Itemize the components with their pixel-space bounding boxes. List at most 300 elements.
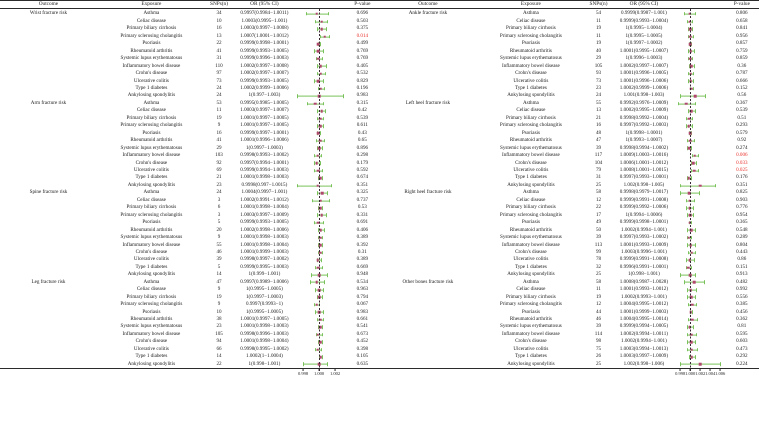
snps-count: 31	[216, 55, 222, 62]
forest-row-plot	[297, 100, 345, 107]
ci-lower-cap	[687, 229, 688, 233]
exposure-label: Ankylosing spondylitis	[127, 181, 176, 188]
ci-upper-cap	[698, 154, 699, 158]
table-row	[0, 197, 380, 204]
ci-lower-cap	[680, 273, 681, 277]
ci-upper-cap	[693, 325, 694, 329]
or-ci-value: 1.0002(0.9994−1.001)	[621, 226, 667, 233]
table-row	[380, 137, 759, 144]
snps-count: 19	[216, 114, 222, 121]
snps-count: 13	[216, 32, 222, 39]
or-ci-value: 1.0002(0.9999−1.0006)	[619, 84, 669, 91]
or-ci-value: 1.0003(0.9997−1.0009)	[619, 353, 669, 360]
pvalue: 0.825	[736, 189, 748, 196]
forest-row-plot	[297, 242, 345, 249]
exposure-label: Rheumatoid arthritis	[130, 47, 173, 54]
table-row	[380, 100, 759, 107]
exposure-label: Systemic lupus erythematosus	[500, 144, 562, 151]
pvalue: 0.293	[736, 122, 748, 129]
pvalue: 0.456	[736, 308, 748, 315]
forest-row-plot	[297, 189, 345, 196]
forest-row-plot	[297, 212, 345, 219]
exposure-label: Type 1 diabetes	[135, 263, 168, 270]
axis-tick-label: 1.006	[715, 371, 726, 377]
ci-upper-cap	[695, 12, 696, 16]
pvalue: 0.983	[356, 308, 369, 315]
ci-upper-cap	[322, 296, 323, 300]
table-row	[0, 227, 380, 234]
outcome-blank	[380, 286, 477, 293]
forest-row-plot	[676, 242, 724, 249]
ci-lower-cap	[686, 199, 687, 203]
forest-row-plot	[676, 264, 724, 271]
outcome-blank	[0, 18, 97, 25]
snps-count: 73	[216, 77, 222, 84]
outcome-blank	[0, 301, 97, 308]
or-ci-value: 1.0001(0.9998−1.0004)	[240, 204, 289, 211]
forest-row-plot	[297, 130, 345, 137]
or-ci-value: 0.9998(0.9979−1.0017)	[619, 189, 669, 196]
outcome-group-label: Right heel fracture risk	[404, 189, 452, 196]
table-row	[380, 346, 759, 353]
pvalue: 0.31	[357, 248, 367, 255]
outcome-blank	[0, 353, 97, 360]
or-ci-value: 0.9999(0.9993−1.0004)	[619, 17, 669, 24]
snps-count: 20	[216, 226, 222, 233]
or-ci-value: 1.0001(0.9998−1.0003)	[240, 174, 289, 181]
snps-count: 104	[594, 159, 603, 166]
effect-estimate-point	[315, 281, 318, 284]
forest-row-plot	[297, 174, 345, 181]
exposure-label: Asthma	[522, 189, 539, 196]
exposure-label: Asthma	[522, 278, 539, 285]
or-ci-value: 1.0001(0.9996−1.0006)	[619, 77, 669, 84]
outcome-blank	[380, 160, 477, 167]
or-ci-value: 1.0002(0.9994−1.001)	[621, 338, 667, 345]
forest-row-plot	[676, 338, 724, 345]
exposure-label: Primary biliary cirrhosis	[505, 293, 556, 300]
outcome-group-label: Spine fracture risk	[29, 189, 68, 196]
effect-estimate-point	[687, 266, 690, 269]
forest-row-plot	[676, 92, 724, 99]
ci-lower-cap	[314, 221, 315, 225]
pvalue-significant: 0.014	[356, 32, 369, 39]
snps-count: 14	[216, 271, 222, 278]
table-row	[380, 361, 759, 368]
outcome-blank	[0, 286, 97, 293]
ci-lower-cap	[320, 35, 321, 39]
exposure-label: Systemic lupus erythematosus	[500, 234, 562, 241]
pvalue: 0.595	[736, 330, 748, 337]
pvalue: 0.913	[736, 271, 748, 278]
pvalue: 0.541	[356, 323, 369, 330]
pvalue: 0.548	[736, 226, 748, 233]
pvalue: 0.666	[736, 77, 748, 84]
ci-upper-cap	[324, 139, 325, 143]
forest-row-plot	[676, 167, 724, 174]
outcome-blank	[0, 316, 97, 323]
forest-row-plot	[676, 189, 724, 196]
ci-lower-cap	[317, 117, 318, 121]
forest-row-plot	[676, 346, 724, 353]
outcome-blank	[380, 85, 477, 92]
outcome-blank	[380, 249, 477, 256]
forest-row-plot	[676, 212, 724, 219]
ci-upper-cap	[327, 191, 328, 195]
outcome-group-label: Wrist fracture risk	[29, 10, 68, 17]
ci-upper-cap	[693, 79, 694, 83]
snps-count: 19	[595, 40, 602, 47]
table-row	[0, 107, 380, 114]
ci-upper-cap	[322, 176, 323, 180]
forest-row-plot	[297, 160, 345, 167]
or-ci-value: 0.9998(0.997−1.0015)	[241, 181, 288, 188]
ci-upper-cap	[692, 117, 693, 121]
ci-upper-cap	[693, 87, 694, 91]
outcome-blank	[380, 323, 477, 330]
outcome-blank	[0, 55, 97, 62]
pvalue-significant: 0.033	[736, 159, 748, 166]
snps-count: 16	[595, 122, 602, 129]
snps-count: 105	[594, 62, 603, 69]
ci-lower-cap	[686, 117, 687, 121]
or-ci-value: 1(0.9995−1.0005)	[625, 32, 663, 39]
table-row	[380, 92, 759, 99]
exposure-label: Ankylosing spondylitis	[507, 92, 555, 99]
or-ci-value: 1.0001(0.9995−1.0007)	[619, 47, 669, 54]
snps-count: 6	[217, 204, 221, 211]
snps-count: 3	[217, 196, 221, 203]
confidence-interval-line	[680, 275, 695, 276]
pvalue: 0.43	[357, 129, 367, 136]
exposure-label: Asthma	[522, 99, 539, 106]
pvalue: 0.105	[356, 353, 369, 360]
right-table-body	[380, 9, 759, 368]
exposure-label: Crohn's disease	[515, 70, 547, 77]
snps-count: 39	[216, 256, 222, 263]
ci-upper-cap	[694, 50, 695, 54]
exposure-label: Rheumatoid arthritis	[130, 226, 173, 233]
outcome-blank	[0, 167, 97, 174]
snps-count: 19	[216, 293, 222, 300]
exposure-label: Systemic lupus erythematosus	[500, 323, 562, 330]
exposure-label: Crohn's disease	[515, 248, 547, 255]
exposure-label: Ankylosing spondylitis	[507, 360, 555, 367]
or-ci-value: 1.0002(0.9994−1.0011)	[619, 330, 668, 337]
confidence-interval-line	[680, 185, 715, 186]
ci-upper-cap	[695, 251, 696, 255]
exposure-label: Asthma	[143, 189, 160, 196]
outcome-blank	[0, 137, 97, 144]
snps-count: 11	[216, 107, 222, 114]
snps-count: 94	[216, 338, 222, 345]
table-row	[380, 338, 759, 345]
outcome-blank	[0, 212, 97, 219]
outcome-blank	[380, 212, 477, 219]
exposure-label: Psoriasis	[521, 308, 540, 315]
table-row	[380, 353, 759, 360]
ci-upper-cap	[323, 318, 324, 322]
ci-upper-cap	[329, 35, 330, 39]
ci-lower-cap	[317, 27, 318, 31]
or-ci-value: 0.9999(0.9998−1.0001)	[619, 219, 669, 226]
snps-count: 39	[595, 144, 602, 151]
ci-lower-cap	[315, 266, 316, 270]
header-row	[0, 1, 380, 9]
ci-upper-cap	[329, 199, 330, 203]
exposure-label: Type 1 diabetes	[135, 84, 168, 91]
exposure-label: Celiac disease	[136, 286, 166, 293]
forest-row-plot	[676, 271, 724, 278]
or-ci-value: 1.0002(0.9998−1.0006)	[240, 226, 289, 233]
pvalue: 0.804	[736, 241, 748, 248]
ci-upper-cap	[693, 206, 694, 210]
forest-row-plot	[297, 309, 345, 316]
table-row	[0, 309, 380, 316]
exposure-label: Asthma	[522, 10, 539, 17]
ci-lower-cap	[688, 50, 689, 54]
pvalue: 0.274	[736, 144, 748, 151]
outcome-blank	[380, 63, 477, 70]
outcome-blank	[0, 160, 97, 167]
snps-count: 5	[217, 263, 221, 270]
outcome-blank	[0, 78, 97, 85]
or-ci-value: 1.002(0.998−1.006)	[623, 360, 665, 367]
forest-row-plot	[676, 182, 724, 189]
ci-upper-cap	[694, 258, 695, 262]
outcome-blank	[0, 92, 97, 99]
outcome-blank	[380, 130, 477, 137]
outcome-blank	[0, 309, 97, 316]
snps-count: 50	[595, 226, 602, 233]
table-row	[0, 279, 380, 286]
forest-row-plot	[297, 70, 345, 77]
or-ci-value: 1.0002(0.9997−1.0008)	[240, 62, 289, 69]
forest-row-plot	[676, 331, 724, 338]
exposure-label: Rheumatoid arthritis	[509, 316, 552, 323]
pvalue: 0.398	[356, 345, 369, 352]
pvalue: 0.534	[356, 278, 369, 285]
pvalue: 0.42	[357, 107, 367, 114]
forest-row-plot	[297, 167, 345, 174]
forest-row-plot	[297, 18, 345, 25]
ci-upper-cap	[695, 243, 696, 247]
ci-upper-cap	[322, 57, 323, 61]
snps-count: 69	[216, 166, 222, 173]
exposure-label: Systemic lupus erythematosus	[120, 323, 183, 330]
exposure-label: Psoriasis	[142, 308, 161, 315]
exposure-label: Type 1 diabetes	[514, 263, 547, 270]
forest-row-plot	[676, 353, 724, 360]
ci-lower-cap	[317, 109, 318, 113]
exposure-label: Primary sclerosing cholangitis	[120, 211, 183, 218]
ci-lower-cap	[688, 318, 689, 322]
snps-count: 34	[216, 10, 222, 17]
forest-row-plot	[297, 323, 345, 330]
table-row	[380, 219, 759, 226]
or-ci-value: 1.0003(0.9995−1.001)	[241, 17, 288, 24]
pvalue-significant: 0.006	[736, 152, 748, 159]
ci-upper-cap	[693, 214, 694, 218]
outcome-group-label: Other bones fracture risk	[402, 278, 454, 285]
ci-upper-cap	[323, 102, 324, 106]
outcome-blank	[380, 92, 477, 99]
exposure-label: Primary sclerosing cholangitis	[499, 301, 562, 308]
snps-count: 105	[215, 330, 223, 337]
table-row	[380, 40, 759, 47]
ci-upper-cap	[323, 221, 324, 225]
snps-count: 114	[594, 330, 603, 337]
forest-row-plot	[297, 197, 345, 204]
table-row	[0, 361, 380, 368]
table-row	[0, 331, 380, 338]
ci-upper-cap	[324, 229, 325, 233]
exposure-label: Primary biliary cirrhosis	[126, 204, 177, 211]
outcome-blank	[0, 152, 97, 159]
outcome-blank	[380, 361, 477, 368]
exposure-label: Celiac disease	[516, 286, 546, 293]
col-header-outcome: Outcome	[380, 1, 477, 9]
or-ci-value: 1.0004(0.9995−1.0014)	[619, 316, 669, 323]
or-ci-value: 1(0.9996−1.0003)	[625, 55, 663, 62]
or-ci-value: 1.0002(0.9999−1.0006)	[240, 84, 289, 91]
forest-row-plot	[676, 152, 724, 159]
snps-count: 110	[215, 62, 223, 69]
col-header-plot	[676, 1, 724, 9]
or-ci-value: 1(0.9995−1.0004)	[625, 25, 663, 32]
forest-row-plot	[297, 48, 345, 55]
ci-upper-cap	[693, 72, 694, 76]
pvalue: 0.196	[356, 84, 369, 91]
outcome-blank	[0, 115, 97, 122]
snps-count: 93	[595, 70, 602, 77]
or-ci-value: 1.0001(0.9993−1.0009)	[619, 241, 669, 248]
exposure-label: Psoriasis	[521, 219, 540, 226]
snps-count: 55	[595, 99, 602, 106]
table-row	[380, 174, 759, 181]
or-ci-value: 0.9997(0.9994−1.0001)	[240, 159, 289, 166]
snps-count: 29	[595, 55, 602, 62]
ci-upper-cap	[320, 42, 321, 46]
left-table-body	[0, 9, 380, 368]
forest-row-plot	[297, 107, 345, 114]
pvalue: 0.963	[356, 286, 369, 293]
outcome-blank	[380, 204, 477, 211]
ci-lower-cap	[311, 273, 312, 277]
exposure-label: Systemic lupus erythematosus	[120, 144, 183, 151]
ci-lower-cap	[307, 102, 308, 106]
snps-count: 24	[216, 92, 222, 99]
snps-count: 23	[216, 181, 222, 188]
forest-row-plot	[297, 301, 345, 308]
pvalue: 0.787	[736, 70, 748, 77]
pvalue: 0.948	[356, 271, 369, 278]
ci-lower-cap	[303, 363, 304, 367]
or-ci-value: 1(0.9997−1.0003)	[246, 144, 283, 151]
ci-lower-cap	[312, 199, 313, 203]
effect-estimate-point	[693, 169, 696, 172]
col-header-or: OR (95% CI)	[612, 1, 677, 9]
table-row	[0, 152, 380, 159]
forest-row-plot	[676, 286, 724, 293]
outcome-blank	[380, 70, 477, 77]
table-row	[380, 197, 759, 204]
or-ci-value: 1.0003(0.9997−1.0007)	[240, 107, 289, 114]
col-header-exposure: Exposure	[97, 1, 206, 9]
header-row	[380, 1, 759, 9]
or-ci-value: 1.0001(0.9993−1.0012)	[619, 286, 669, 293]
table-row	[0, 174, 380, 181]
outcome-blank	[0, 85, 97, 92]
outcome-blank	[380, 301, 477, 308]
exposure-label: Crohn's disease	[135, 248, 168, 255]
outcome-blank	[0, 346, 97, 353]
table-row	[0, 182, 380, 189]
forest-row-plot	[676, 301, 724, 308]
table-row	[380, 160, 759, 167]
exposure-label: Type 1 diabetes	[514, 353, 547, 360]
exposure-label: Primary biliary cirrhosis	[505, 204, 556, 211]
forest-row-plot	[297, 9, 345, 18]
forest-row-plot	[297, 234, 345, 241]
col-header-or: OR (95% CI)	[232, 1, 297, 9]
exposure-label: Inflammatory bowel disease	[502, 241, 560, 248]
outcome-blank	[0, 323, 97, 330]
forest-row-plot	[676, 145, 724, 152]
snps-count: 49	[595, 219, 602, 226]
exposure-label: Primary sclerosing cholangitis	[499, 122, 562, 129]
ci-upper-cap	[695, 229, 696, 233]
forest-row-plot	[297, 346, 345, 353]
pvalue: 0.36	[737, 62, 747, 69]
ci-upper-cap	[695, 102, 696, 106]
table-row	[0, 294, 380, 301]
table-row	[0, 78, 380, 85]
or-ci-value: 1.0003(0.9997−1.0009)	[240, 211, 289, 218]
effect-estimate-point	[315, 162, 318, 165]
outcome-blank	[380, 182, 477, 189]
exposure-label: Ankylosing spondylitis	[127, 92, 176, 99]
pvalue: 0.539	[356, 114, 369, 121]
pvalue: 0.067	[356, 301, 369, 308]
forest-row-plot	[297, 63, 345, 70]
snps-count: 23	[595, 84, 602, 91]
table-row	[380, 242, 759, 249]
outcome-blank	[380, 219, 477, 226]
outcome-blank	[380, 152, 477, 159]
col-header-pvalue: P-value	[345, 1, 379, 9]
ci-upper-cap	[322, 340, 323, 344]
pvalue: 0.841	[736, 25, 748, 32]
snps-count: 29	[216, 144, 222, 151]
snps-count: 41	[216, 137, 222, 144]
or-ci-value: 0.9999(0.9992−1.0006)	[619, 204, 669, 211]
ci-upper-cap	[692, 20, 693, 24]
snps-count: 113	[594, 241, 603, 248]
snps-count: 54	[595, 10, 602, 17]
table-row	[380, 316, 759, 323]
snps-count: 17	[595, 211, 602, 218]
snps-count: 10	[216, 17, 222, 24]
exposure-label: Rheumatoid arthritis	[130, 137, 173, 144]
outcome-blank	[380, 174, 477, 181]
pvalue: 0.794	[356, 293, 369, 300]
ci-upper-cap	[326, 27, 327, 31]
axis-tick-group	[380, 368, 759, 380]
ci-lower-cap	[317, 318, 318, 322]
effect-estimate-point	[320, 110, 323, 113]
or-ci-value: 1.0001(0.9998−1.0004)	[240, 338, 289, 345]
